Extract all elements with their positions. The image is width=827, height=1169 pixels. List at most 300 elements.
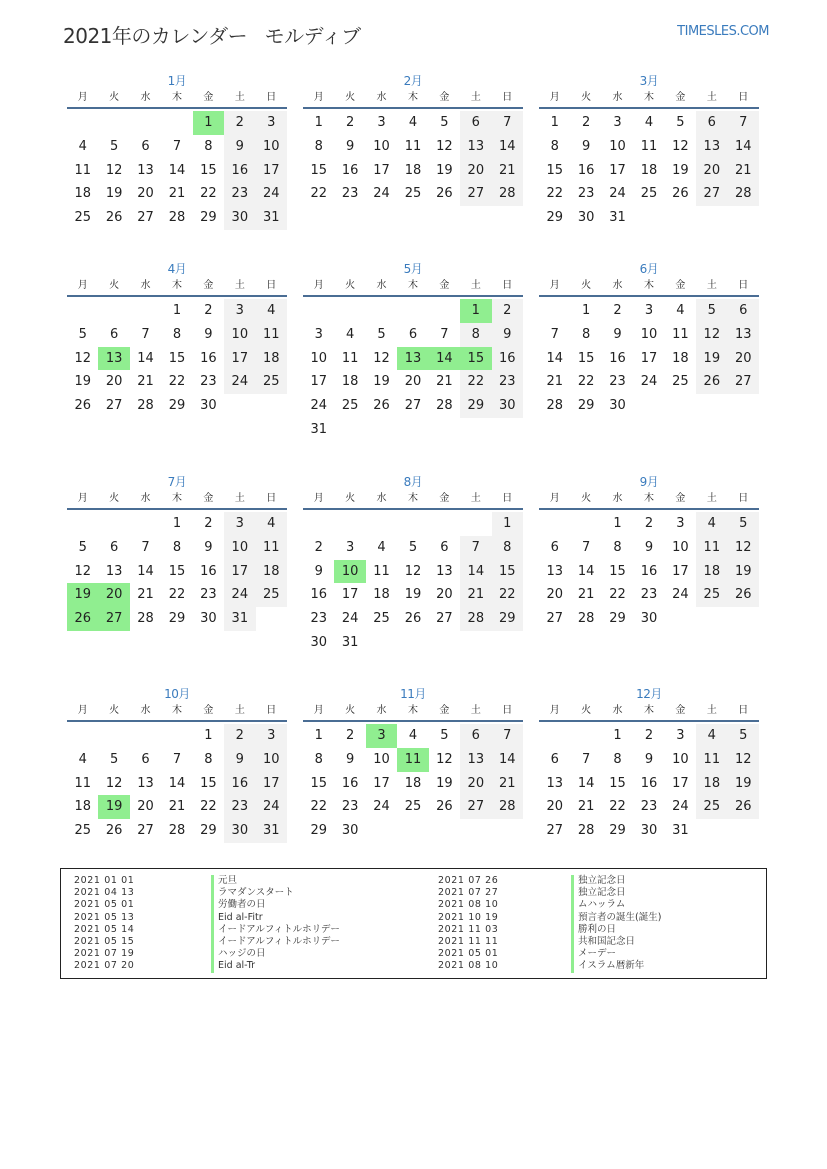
day-cell: 3 bbox=[345, 539, 355, 555]
empty-cell bbox=[334, 512, 365, 536]
weekday-label: 日 bbox=[738, 493, 749, 504]
weekday-label: 水 bbox=[376, 280, 387, 291]
weekday-label: 日 bbox=[502, 493, 513, 504]
day-cell: 24 bbox=[224, 583, 255, 607]
day-cell: 2 bbox=[314, 539, 323, 555]
day-cell: 22 bbox=[577, 374, 595, 390]
day-cell: 31 bbox=[256, 819, 287, 843]
day-cell: 13 bbox=[546, 775, 563, 791]
weekday-label: 金 bbox=[439, 92, 450, 103]
day-cell: 4 bbox=[256, 512, 287, 536]
day-cell: 10 bbox=[640, 326, 658, 342]
day-cell: 15 bbox=[310, 162, 327, 178]
weekday-label: 月 bbox=[313, 92, 324, 103]
day-cell: 3 bbox=[613, 115, 622, 130]
day-cell: 29 bbox=[168, 611, 186, 627]
week-row bbox=[539, 182, 759, 206]
day-cell: 13 bbox=[460, 135, 491, 159]
weekday-label: 月 bbox=[313, 493, 324, 504]
month-title: 7月 bbox=[167, 475, 187, 489]
day-cell: 10 bbox=[672, 539, 689, 555]
weekday-label: 水 bbox=[376, 705, 387, 716]
empty-cell bbox=[67, 299, 98, 323]
day-cell: 17 bbox=[373, 162, 390, 178]
week-row bbox=[539, 135, 759, 159]
holiday-date: 2021 04 13 bbox=[74, 887, 135, 899]
day-cell: 25 bbox=[696, 795, 727, 819]
day-cell: 10 bbox=[256, 748, 287, 772]
weekday-label: 水 bbox=[140, 705, 151, 716]
weekday-header bbox=[67, 702, 287, 722]
day-cell: 18 bbox=[373, 587, 390, 603]
weekday-label: 月 bbox=[549, 280, 560, 291]
weekday-label: 火 bbox=[581, 280, 592, 291]
day-cell: 16 bbox=[224, 159, 255, 183]
weekday-label: 木 bbox=[171, 280, 182, 291]
day-cell: 4 bbox=[408, 728, 418, 743]
week-row bbox=[303, 394, 523, 418]
month-title: 2月 bbox=[403, 74, 423, 88]
day-cell: 4 bbox=[676, 303, 685, 318]
weekday-label: 火 bbox=[345, 92, 356, 103]
empty-cell bbox=[696, 394, 727, 418]
month-10 bbox=[67, 686, 287, 843]
day-cell: 19 bbox=[105, 186, 123, 202]
day-cell: 14 bbox=[168, 162, 186, 178]
day-cell: 9 bbox=[204, 326, 213, 342]
day-cell: 23 bbox=[224, 182, 255, 206]
week-row bbox=[303, 111, 523, 135]
weekday-label: 水 bbox=[376, 493, 387, 504]
empty-cell bbox=[98, 111, 129, 135]
weekday-label: 土 bbox=[470, 705, 481, 716]
holiday-dates-left bbox=[74, 875, 134, 973]
day-cell: 7 bbox=[141, 539, 150, 555]
day-cell: 17 bbox=[373, 775, 390, 791]
day-cell: 18 bbox=[672, 350, 689, 366]
weekday-label: 月 bbox=[313, 280, 324, 291]
week-row bbox=[67, 536, 287, 560]
holiday-name: Eid al-Fitr bbox=[211, 912, 340, 924]
week-row bbox=[539, 370, 759, 394]
holiday-day-cell: 27 bbox=[98, 607, 129, 631]
week-row bbox=[67, 182, 287, 206]
holiday-name: 独立記念日 bbox=[571, 875, 661, 887]
day-cell: 13 bbox=[436, 563, 453, 579]
month-title: 11月 bbox=[400, 687, 426, 701]
week-row bbox=[303, 819, 523, 843]
day-cell: 31 bbox=[256, 206, 287, 230]
holiday-name: 元旦 bbox=[211, 875, 340, 887]
day-cell: 9 bbox=[224, 135, 255, 159]
day-cell: 23 bbox=[341, 186, 359, 202]
week-row bbox=[539, 347, 759, 371]
day-cell: 18 bbox=[696, 772, 727, 796]
weekday-label: 火 bbox=[109, 705, 120, 716]
day-cell: 14 bbox=[460, 560, 491, 584]
day-cell: 19 bbox=[436, 775, 453, 791]
day-cell: 29 bbox=[546, 210, 563, 226]
day-cell: 24 bbox=[256, 182, 287, 206]
day-cell: 18 bbox=[74, 799, 91, 815]
day-cell: 21 bbox=[492, 159, 523, 183]
day-cell: 22 bbox=[609, 587, 626, 603]
weekday-header bbox=[67, 277, 287, 297]
day-cell: 8 bbox=[204, 751, 213, 767]
weekday-label: 火 bbox=[345, 280, 356, 291]
day-cell: 28 bbox=[492, 182, 523, 206]
day-cell: 2 bbox=[224, 724, 255, 748]
day-cell: 11 bbox=[256, 536, 287, 560]
holiday-name: 独立記念日 bbox=[571, 887, 661, 899]
day-cell: 2 bbox=[644, 516, 654, 531]
day-cell: 8 bbox=[613, 751, 622, 767]
weekday-label: 火 bbox=[581, 493, 592, 504]
week-row bbox=[67, 748, 287, 772]
day-cell: 23 bbox=[310, 611, 327, 627]
day-cell: 4 bbox=[345, 326, 355, 342]
day-cell: 3 bbox=[256, 111, 287, 135]
month-title: 1月 bbox=[167, 74, 187, 88]
weekday-label: 月 bbox=[313, 705, 324, 716]
day-cell: 22 bbox=[200, 799, 217, 815]
day-cell: 21 bbox=[460, 583, 491, 607]
holiday-name: イードアルフィトルホリデー bbox=[211, 936, 340, 948]
empty-cell bbox=[366, 418, 397, 442]
empty-cell bbox=[460, 418, 491, 442]
day-cell: 3 bbox=[676, 516, 685, 531]
day-cell: 16 bbox=[341, 162, 359, 178]
month-8 bbox=[303, 474, 523, 655]
week-row bbox=[303, 724, 523, 748]
day-cell: 17 bbox=[672, 775, 689, 791]
weekday-label: 日 bbox=[502, 92, 513, 103]
weekday-label: 月 bbox=[549, 92, 560, 103]
weekday-label: 日 bbox=[266, 493, 277, 504]
holiday-name: 共和国記念日 bbox=[571, 936, 661, 948]
day-cell: 4 bbox=[644, 115, 654, 130]
day-cell: 8 bbox=[613, 539, 622, 555]
day-cell: 17 bbox=[310, 374, 327, 390]
weekday-label: 日 bbox=[502, 705, 513, 716]
weekday-label: 土 bbox=[706, 705, 717, 716]
holiday-day-cell: 10 bbox=[334, 560, 365, 584]
day-cell: 28 bbox=[728, 182, 759, 206]
day-cell: 20 bbox=[137, 799, 154, 815]
holiday-date: 2021 07 27 bbox=[438, 887, 499, 899]
day-cell: 18 bbox=[341, 374, 359, 390]
day-cell: 30 bbox=[200, 398, 217, 414]
day-cell: 14 bbox=[492, 135, 523, 159]
week-row bbox=[539, 724, 759, 748]
holiday-day-cell: 13 bbox=[98, 347, 129, 371]
empty-cell bbox=[98, 724, 129, 748]
month-title: 9月 bbox=[639, 475, 659, 489]
holiday-name: 勝利の日 bbox=[571, 924, 661, 936]
empty-cell bbox=[728, 607, 759, 631]
day-cell: 21 bbox=[168, 186, 186, 202]
holiday-name: Eid al-Tr bbox=[211, 960, 340, 972]
day-cell: 6 bbox=[728, 299, 759, 323]
day-cell: 25 bbox=[404, 799, 422, 815]
weekday-label: 土 bbox=[470, 280, 481, 291]
day-cell: 15 bbox=[200, 775, 217, 791]
holiday-name: イスラム暦新年 bbox=[571, 960, 661, 972]
day-cell: 13 bbox=[546, 563, 563, 579]
weekday-label: 木 bbox=[643, 493, 654, 504]
day-cell: 20 bbox=[460, 159, 491, 183]
day-cell: 11 bbox=[256, 323, 287, 347]
weekday-label: 火 bbox=[109, 92, 120, 103]
day-cell: 16 bbox=[200, 563, 217, 579]
day-cell: 3 bbox=[377, 115, 386, 130]
week-row bbox=[303, 370, 523, 394]
day-cell: 27 bbox=[137, 823, 154, 839]
weekday-label: 金 bbox=[203, 493, 214, 504]
month-title: 8月 bbox=[403, 475, 423, 489]
day-cell: 14 bbox=[546, 350, 563, 366]
week-row bbox=[539, 512, 759, 536]
holiday-names-left bbox=[211, 875, 340, 973]
day-cell: 26 bbox=[728, 795, 759, 819]
empty-cell bbox=[303, 512, 334, 536]
day-cell: 9 bbox=[345, 138, 355, 154]
day-cell: 4 bbox=[696, 724, 727, 748]
day-cell: 27 bbox=[137, 210, 154, 226]
weekday-label: 金 bbox=[439, 493, 450, 504]
weekday-label: 金 bbox=[675, 280, 686, 291]
day-cell: 8 bbox=[460, 323, 491, 347]
empty-cell bbox=[460, 512, 491, 536]
empty-cell bbox=[366, 299, 397, 323]
week-row bbox=[303, 795, 523, 819]
day-cell: 19 bbox=[404, 587, 422, 603]
empty-cell bbox=[397, 299, 428, 323]
weekday-label: 木 bbox=[407, 280, 418, 291]
day-cell: 26 bbox=[436, 186, 453, 202]
holiday-dates-right bbox=[438, 875, 498, 973]
day-cell: 25 bbox=[404, 186, 422, 202]
day-cell: 27 bbox=[546, 611, 563, 627]
empty-cell bbox=[460, 631, 491, 655]
day-cell: 30 bbox=[341, 823, 359, 839]
day-cell: 24 bbox=[373, 799, 390, 815]
holiday-date: 2021 11 03 bbox=[438, 923, 499, 935]
day-cell: 14 bbox=[168, 775, 186, 791]
empty-cell bbox=[334, 299, 365, 323]
day-cell: 11 bbox=[640, 138, 658, 154]
weekday-label: 火 bbox=[581, 92, 592, 103]
day-cell: 23 bbox=[640, 799, 658, 815]
weekday-label: 水 bbox=[612, 705, 623, 716]
weekday-header bbox=[539, 490, 759, 510]
day-cell: 9 bbox=[613, 326, 622, 342]
day-cell: 15 bbox=[546, 162, 563, 178]
day-cell: 19 bbox=[373, 374, 390, 390]
day-cell: 4 bbox=[377, 539, 386, 555]
weekday-label: 日 bbox=[738, 92, 749, 103]
weekday-label: 金 bbox=[439, 705, 450, 716]
empty-cell bbox=[665, 607, 696, 631]
day-cell: 28 bbox=[577, 823, 595, 839]
day-cell: 3 bbox=[644, 303, 654, 318]
holiday-name: メーデー bbox=[571, 948, 661, 960]
weekday-label: 土 bbox=[234, 280, 245, 291]
day-cell: 1 bbox=[550, 115, 559, 130]
day-cell: 16 bbox=[609, 350, 626, 366]
day-cell: 6 bbox=[408, 326, 418, 342]
day-cell: 18 bbox=[696, 560, 727, 584]
day-cell: 28 bbox=[137, 611, 154, 627]
day-cell: 5 bbox=[696, 299, 727, 323]
day-cell: 8 bbox=[581, 326, 591, 342]
day-cell: 9 bbox=[581, 138, 591, 154]
weekday-label: 日 bbox=[738, 705, 749, 716]
month-6 bbox=[539, 261, 759, 418]
holiday-names-right bbox=[571, 875, 661, 973]
day-cell: 6 bbox=[141, 751, 150, 767]
holiday-date: 2021 05 14 bbox=[74, 923, 135, 935]
day-cell: 6 bbox=[460, 111, 491, 135]
week-row bbox=[539, 583, 759, 607]
day-cell: 6 bbox=[109, 326, 119, 342]
day-cell: 24 bbox=[341, 611, 359, 627]
holiday-day-cell: 1 bbox=[193, 111, 224, 135]
day-cell: 6 bbox=[109, 539, 119, 555]
empty-cell bbox=[334, 418, 365, 442]
day-cell: 29 bbox=[609, 611, 626, 627]
weekday-label: 土 bbox=[234, 92, 245, 103]
week-row bbox=[67, 819, 287, 843]
weekday-label: 火 bbox=[345, 705, 356, 716]
day-cell: 25 bbox=[256, 583, 287, 607]
day-cell: 11 bbox=[404, 138, 422, 154]
day-cell: 5 bbox=[408, 539, 418, 555]
day-cell: 26 bbox=[74, 398, 91, 414]
day-cell: 12 bbox=[436, 751, 453, 767]
weekday-header bbox=[67, 89, 287, 109]
day-cell: 27 bbox=[460, 795, 491, 819]
empty-cell bbox=[570, 512, 601, 536]
weekday-label: 月 bbox=[549, 705, 560, 716]
day-cell: 5 bbox=[440, 728, 449, 743]
week-row bbox=[67, 512, 287, 536]
day-cell: 18 bbox=[404, 162, 422, 178]
holiday-date: 2021 07 19 bbox=[74, 948, 135, 960]
day-cell: 23 bbox=[200, 374, 217, 390]
day-cell: 25 bbox=[74, 823, 91, 839]
weekday-label: 月 bbox=[77, 280, 88, 291]
empty-cell bbox=[728, 394, 759, 418]
day-cell: 13 bbox=[696, 135, 727, 159]
month-7 bbox=[67, 474, 287, 631]
weekday-label: 火 bbox=[109, 493, 120, 504]
day-cell: 5 bbox=[78, 539, 87, 555]
day-cell: 31 bbox=[672, 823, 689, 839]
day-cell: 15 bbox=[168, 350, 186, 366]
empty-cell bbox=[539, 512, 570, 536]
empty-cell bbox=[696, 819, 727, 843]
weekday-label: 月 bbox=[77, 92, 88, 103]
day-cell: 27 bbox=[105, 398, 123, 414]
day-cell: 23 bbox=[224, 795, 255, 819]
day-cell: 14 bbox=[728, 135, 759, 159]
month-title: 3月 bbox=[639, 74, 659, 88]
day-cell: 27 bbox=[404, 398, 422, 414]
day-cell: 28 bbox=[168, 823, 186, 839]
day-cell: 11 bbox=[74, 775, 91, 791]
day-cell: 12 bbox=[74, 563, 91, 579]
day-cell: 9 bbox=[644, 751, 654, 767]
week-row bbox=[539, 795, 759, 819]
week-row bbox=[303, 560, 523, 584]
day-cell: 20 bbox=[546, 799, 563, 815]
day-cell: 5 bbox=[728, 512, 759, 536]
day-cell: 1 bbox=[613, 728, 622, 743]
day-cell: 28 bbox=[436, 398, 453, 414]
week-row bbox=[67, 206, 287, 230]
month-12 bbox=[539, 686, 759, 843]
weekday-label: 月 bbox=[77, 705, 88, 716]
day-cell: 10 bbox=[224, 323, 255, 347]
day-cell: 27 bbox=[460, 182, 491, 206]
day-cell: 6 bbox=[550, 539, 559, 555]
day-cell: 28 bbox=[492, 795, 523, 819]
day-cell: 7 bbox=[141, 326, 150, 342]
day-cell: 9 bbox=[345, 751, 355, 767]
day-cell: 5 bbox=[109, 138, 119, 154]
empty-cell bbox=[397, 512, 428, 536]
day-cell: 20 bbox=[546, 587, 563, 603]
day-cell: 22 bbox=[460, 370, 491, 394]
holiday-date: 2021 11 11 bbox=[438, 935, 499, 947]
day-cell: 28 bbox=[137, 398, 154, 414]
day-cell: 29 bbox=[168, 398, 186, 414]
empty-cell bbox=[492, 819, 523, 843]
weekday-label: 水 bbox=[612, 493, 623, 504]
holiday-date: 2021 08 10 bbox=[438, 899, 499, 911]
day-cell: 12 bbox=[373, 350, 390, 366]
day-cell: 5 bbox=[109, 751, 119, 767]
day-cell: 25 bbox=[74, 210, 91, 226]
empty-cell bbox=[130, 111, 161, 135]
holiday-day-cell: 20 bbox=[98, 583, 129, 607]
day-cell: 11 bbox=[696, 536, 727, 560]
weekday-label: 日 bbox=[266, 705, 277, 716]
week-row bbox=[67, 607, 287, 631]
week-row bbox=[539, 159, 759, 183]
week-row bbox=[303, 299, 523, 323]
week-row bbox=[539, 772, 759, 796]
week-row bbox=[303, 536, 523, 560]
day-cell: 7 bbox=[581, 539, 591, 555]
week-row bbox=[539, 607, 759, 631]
day-cell: 28 bbox=[460, 607, 491, 631]
day-cell: 18 bbox=[640, 162, 658, 178]
weekday-label: 木 bbox=[407, 493, 418, 504]
day-cell: 1 bbox=[204, 728, 213, 743]
holiday-date: 2021 01 01 bbox=[74, 875, 135, 886]
day-cell: 11 bbox=[672, 326, 689, 342]
day-cell: 4 bbox=[78, 751, 87, 767]
empty-cell bbox=[429, 299, 460, 323]
week-row bbox=[303, 159, 523, 183]
month-4 bbox=[67, 261, 287, 418]
day-cell: 12 bbox=[404, 563, 422, 579]
weekday-label: 金 bbox=[675, 493, 686, 504]
brand-link[interactable]: TIMESLES.COM bbox=[677, 24, 769, 39]
week-row bbox=[303, 631, 523, 655]
